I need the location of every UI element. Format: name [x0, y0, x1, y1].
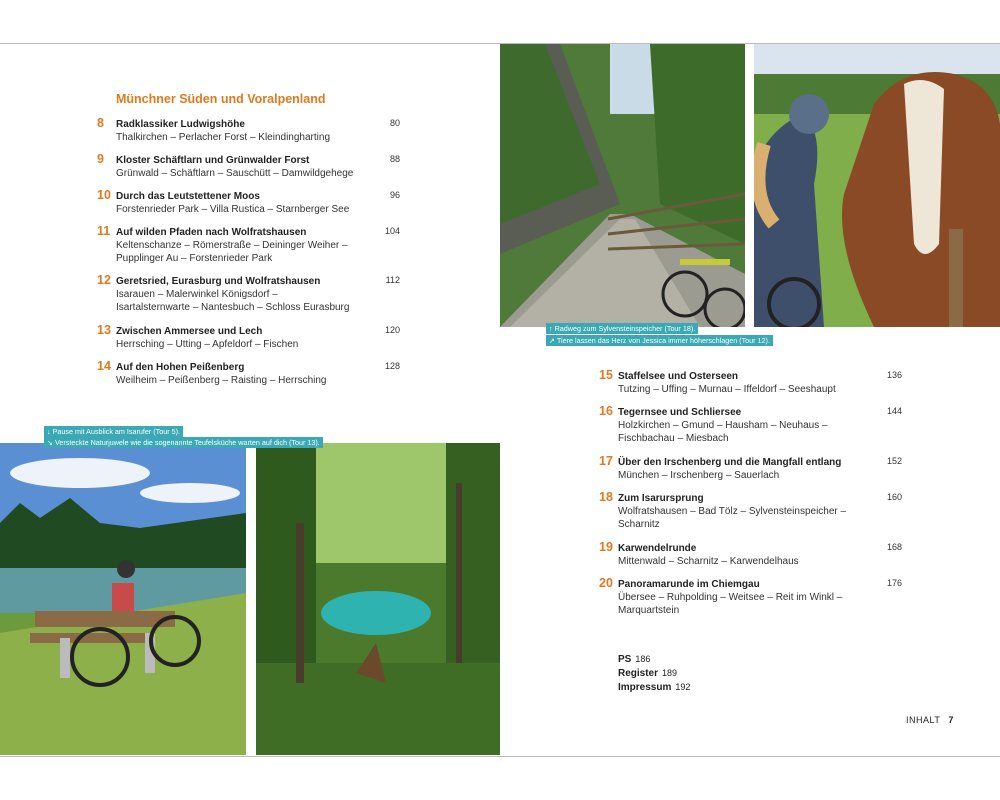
caption-bench-lake: ↓ Pause mit Ausblick am Isarufer (Tour 5). — [44, 426, 183, 437]
tour-route: München – Irschenberg – Sauerlach — [618, 470, 780, 481]
tour-route: Mittenwald – Scharnitz – Karwendelhaus — [618, 556, 799, 567]
tour-route: Tutzing – Uffing – Murnau – Iffeldorf – Seeshaupt — [618, 384, 836, 395]
tour-number: 10 — [97, 188, 111, 202]
toc-entry[interactable] — [97, 116, 400, 144]
tour-number: 14 — [97, 359, 111, 373]
toc-entry[interactable] — [599, 540, 902, 568]
tour-route: Wolfratshausen – Bad Tölz – Sylvensteinspeicher – — [618, 506, 847, 517]
appendix-label: Impressum — [618, 682, 672, 693]
tour-title: Auf wilden Pfaden nach Wolfratshausen — [116, 227, 307, 238]
tour-title: Über den Irschenberg und die Mangfall entlang — [618, 457, 842, 468]
tour-route: Pupplinger Au – Forstenrieder Park — [116, 253, 273, 265]
tour-number: 11 — [97, 224, 111, 238]
photo-forest-pool — [256, 443, 500, 755]
toc-entry[interactable] — [97, 323, 400, 351]
tour-number: 18 — [599, 490, 613, 504]
tour-title: Durch das Leutstettener Moos — [116, 191, 260, 202]
tour-route: Forstenrieder Park – Villa Rustica – Starnberger See — [116, 204, 350, 215]
page-number: 186 — [635, 654, 651, 664]
tour-title: Radklassiker Ludwigshöhe — [116, 119, 245, 130]
page-number: 80 — [389, 118, 400, 128]
page-number: 112 — [385, 275, 400, 285]
page-number: 128 — [384, 361, 400, 371]
footer-page-number: 7 — [948, 715, 954, 725]
photo-bench-lake — [0, 443, 246, 755]
footer-label: INHALT — [906, 715, 941, 725]
toc-entry[interactable] — [599, 454, 902, 482]
page-number: 136 — [886, 370, 902, 380]
appendix-entry-register[interactable] — [618, 666, 677, 681]
toc-entry[interactable] — [599, 404, 902, 446]
tour-route: Weilheim – Peißenberg – Raisting – Herrsching — [116, 375, 327, 386]
page-number: 189 — [662, 668, 678, 678]
tour-route: Herrsching – Utting – Apfeldorf – Fischen — [116, 339, 299, 350]
tour-title: Geretsried, Eurasburg und Wolfratshausen — [116, 276, 321, 287]
page-number: 192 — [675, 682, 691, 692]
tour-title: Auf den Hohen Peißenberg — [116, 362, 245, 373]
tour-title: Zum Isarursprung — [618, 493, 704, 504]
tour-route: Holzkirchen – Gmund – Hausham – Neuhaus – — [618, 420, 828, 431]
page-number: 168 — [886, 542, 902, 552]
tour-number: 16 — [599, 404, 613, 418]
page-number: 96 — [389, 190, 400, 200]
tour-route: Fischbachau – Miesbach — [618, 433, 729, 445]
toc-entry[interactable] — [599, 490, 902, 532]
tour-number: 17 — [599, 454, 613, 468]
tour-number: 12 — [97, 273, 111, 287]
tour-route: Übersee – Ruhpolding – Weitsee – Reit im Winkl – — [618, 592, 843, 603]
page-number: 144 — [886, 406, 902, 416]
tour-number: 9 — [97, 152, 104, 166]
tour-route: Grünwald – Schäftlarn – Sauschütt – Damwildgehege — [116, 168, 354, 179]
page-number: 176 — [886, 578, 902, 588]
tour-number: 15 — [599, 368, 613, 382]
page-number: 152 — [886, 456, 902, 466]
tour-number: 13 — [97, 323, 111, 337]
page-number: 120 — [384, 325, 400, 335]
appendix-label: Register — [618, 668, 659, 679]
tour-number: 19 — [599, 540, 613, 554]
tour-title: Panoramarunde im Chiemgau — [618, 579, 760, 590]
tour-route: Marquartstein — [618, 605, 680, 617]
photo-horse — [754, 44, 1000, 327]
toc-entry[interactable] — [97, 152, 400, 180]
tour-route: Isarauen – Malerwinkel Königsdorf – — [116, 289, 278, 300]
appendix-entry-ps[interactable] — [618, 652, 650, 667]
tour-title: Tegernsee und Schliersee — [618, 407, 742, 418]
photo-bike-path — [500, 44, 745, 327]
caption-forest-pool: ↘ Versteckte Naturjuwele wie die sogenannte Teufelsküche warten auf dich (Tour 13). — [44, 437, 323, 448]
page-footer — [906, 715, 954, 725]
page-number: 160 — [886, 492, 902, 502]
tour-route: Isartalsternwarte – Nantesbuch – Schloss Eurasburg — [116, 302, 350, 314]
tour-route: Keltenschanze – Römerstraße – Deininger Weiher – — [116, 240, 348, 251]
tour-number: 20 — [599, 576, 613, 590]
toc-entry[interactable] — [97, 273, 400, 315]
tour-title: Staffelsee und Osterseen — [618, 371, 739, 382]
tour-route: Thalkirchen – Perlacher Forst – Kleindingharting — [116, 132, 330, 143]
page-number: 88 — [389, 154, 400, 164]
appendix-entry-impressum[interactable] — [618, 680, 690, 695]
page-number: 104 — [384, 226, 400, 236]
tour-title: Zwischen Ammersee und Lech — [116, 326, 263, 337]
toc-entry[interactable] — [97, 224, 400, 266]
tour-title: Karwendelrunde — [618, 543, 697, 554]
caption-horse: ↗ Tiere lassen das Herz von Jessica immer höherschlagen (Tour 12). — [546, 335, 773, 346]
toc-entry[interactable] — [599, 368, 902, 396]
caption-bike-path: ↑ Radweg zum Sylvensteinspeicher (Tour 18). — [546, 323, 698, 334]
tour-title: Kloster Schäftlarn und Grünwalder Forst — [116, 155, 310, 166]
tour-number: 8 — [97, 116, 104, 130]
toc-entry[interactable] — [97, 359, 400, 387]
toc-entry[interactable] — [599, 576, 902, 618]
section-title: Münchner Süden und Voralpenland — [116, 92, 326, 106]
tour-route: Scharnitz — [618, 519, 660, 531]
toc-entry[interactable] — [97, 188, 400, 216]
appendix-label: PS — [618, 654, 632, 665]
